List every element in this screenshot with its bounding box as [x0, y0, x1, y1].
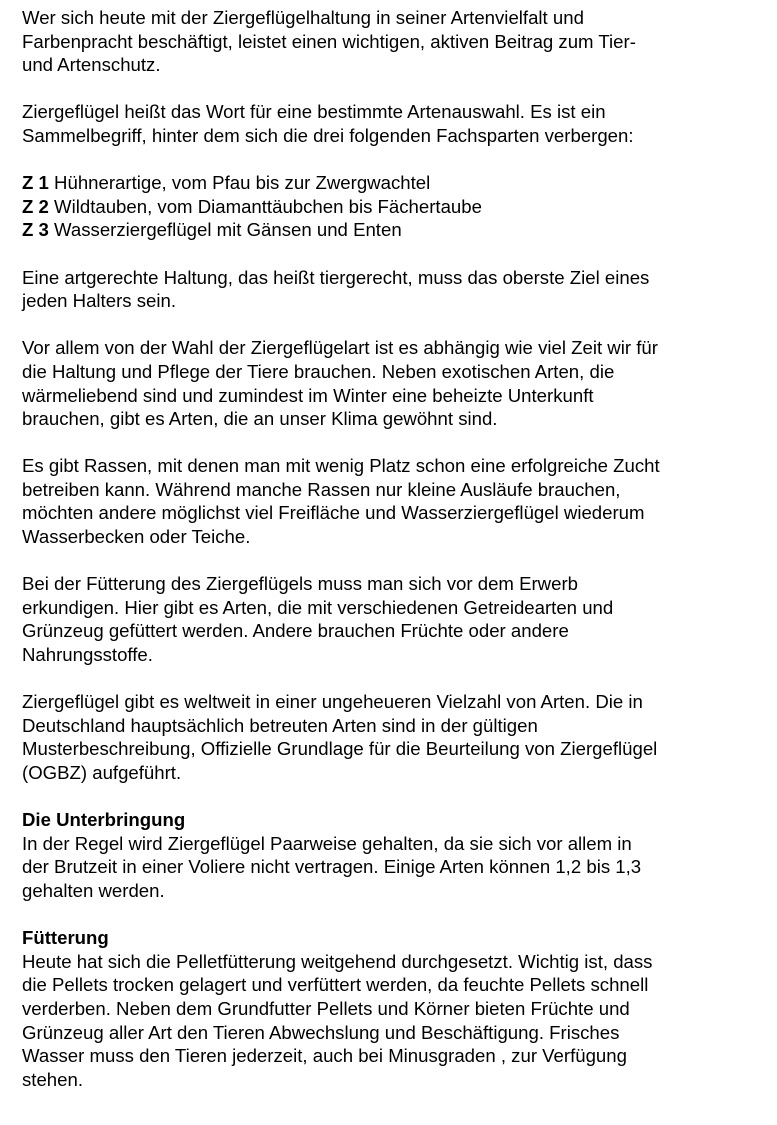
- text-line: und Artenschutz.: [22, 54, 161, 76]
- text-line: Farbenpracht beschäftigt, leistet einen wichtigen, aktiven Beitrag zum Tier-: [22, 30, 636, 52]
- text-line: die Haltung und Pflege der Tiere brauchen. Neben exotischen Arten, die: [22, 360, 615, 382]
- text-line: (OGBZ) aufgeführt.: [22, 762, 182, 783]
- section-fuetterung: [22, 926, 762, 1091]
- text-line: Bei der Fütterung des Ziergeflügels muss man sich vor dem Erwerb: [22, 573, 578, 595]
- sparten-code: Z 3: [22, 219, 49, 241]
- paragraph-zeit: [22, 336, 762, 430]
- sparten-item: [22, 171, 762, 195]
- text-line: Grünzeug gefüttert werden. Andere brauchen Früchte oder andere: [22, 620, 569, 642]
- document-page: [22, 6, 762, 1115]
- text-line: Wasserbecken oder Teiche.: [22, 526, 251, 548]
- section-unterbringung: [22, 808, 762, 902]
- section-heading: Fütterung: [22, 927, 109, 949]
- paragraph-definition: [22, 100, 762, 147]
- paragraph-haltung: [22, 266, 762, 313]
- paragraph-fuetterung-intro: [22, 572, 762, 666]
- text-line: Deutschland hauptsächlich betreuten Arten sind in der gültigen: [22, 714, 538, 736]
- text-line: Grünzeug aller Art den Tieren Abwechslung und Beschäftigung. Frisches: [22, 1021, 620, 1043]
- text-line: erkundigen. Hier gibt es Arten, die mit verschiedenen Getreidearten und: [22, 596, 614, 618]
- text-line: Heute hat sich die Pelletfütterung weitgehend durchgesetzt. Wichtig ist, dass: [22, 950, 653, 972]
- paragraph-rassen: [22, 454, 762, 548]
- text-line: Wer sich heute mit der Ziergeflügelhaltung in seiner Artenvielfalt und: [22, 7, 584, 28]
- text-line: Es gibt Rassen, mit denen man mit wenig Platz schon eine erfolgreiche Zucht: [22, 455, 660, 477]
- text-line: Sammelbegriff, hinter dem sich die drei folgenden Fachsparten verbergen:: [22, 124, 634, 146]
- text-line: Ziergeflügel gibt es weltweit in einer ungeheueren Vielzahl von Arten. Die in: [22, 691, 643, 713]
- text-line: Wasser muss den Tieren jederzeit, auch bei Minusgraden , zur Verfügung: [22, 1045, 627, 1067]
- text-line: der Brutzeit in einer Voliere nicht vertragen. Einige Arten können 1,2 bis 1,3: [22, 856, 642, 878]
- text-line: In der Regel wird Ziergeflügel Paarweise gehalten, da sie sich vor allem in: [22, 832, 632, 854]
- sparten-item: [22, 195, 762, 219]
- paragraph-intro: [22, 6, 762, 77]
- text-line: wärmeliebend sind und zumindest im Winter eine beheizte Unterkunft: [22, 384, 594, 406]
- section-heading: Die Unterbringung: [22, 809, 186, 831]
- paragraph-arten: [22, 690, 762, 784]
- sparten-item: [22, 218, 762, 242]
- sparten-text: Wildtauben, vom Diamanttäubchen bis Fächertaube: [54, 195, 482, 217]
- sparten-text: Wasserziergeflügel mit Gänsen und Enten: [54, 219, 402, 241]
- text-line: betreiben kann. Während manche Rassen nur kleine Ausläufe brauchen,: [22, 478, 621, 500]
- text-line: gehalten werden.: [22, 879, 165, 901]
- text-line: brauchen, gibt es Arten, die an unser Klima gewöhnt sind.: [22, 408, 498, 430]
- sparten-code: Z 1: [22, 172, 49, 194]
- sparten-list: [22, 171, 762, 242]
- sparten-code: Z 2: [22, 195, 49, 217]
- text-line: möchten andere möglichst viel Freifläche und Wasserziergeflügel wiederum: [22, 502, 645, 524]
- text-line: Vor allem von der Wahl der Ziergeflügelart ist es abhängig wie viel Zeit wir für: [22, 337, 658, 359]
- sparten-text: Hühnerartige, vom Pfau bis zur Zwergwachtel: [54, 172, 431, 194]
- text-line: stehen.: [22, 1068, 83, 1090]
- text-line: Eine artgerechte Haltung, das heißt tiergerecht, muss das oberste Ziel eines: [22, 266, 650, 288]
- text-line: die Pellets trocken gelagert und verfüttert werden, da feuchte Pellets schnell: [22, 974, 649, 996]
- text-line: verderben. Neben dem Grundfutter Pellets und Körner bieten Früchte und: [22, 997, 630, 1019]
- text-line: Nahrungsstoffe.: [22, 644, 153, 666]
- text-line: jeden Halters sein.: [22, 290, 176, 312]
- text-line: Musterbeschreibung, Offizielle Grundlage für die Beurteilung von Ziergeflügel: [22, 738, 658, 760]
- text-line: Ziergeflügel heißt das Wort für eine bestimmte Artenauswahl. Es ist ein: [22, 101, 606, 123]
